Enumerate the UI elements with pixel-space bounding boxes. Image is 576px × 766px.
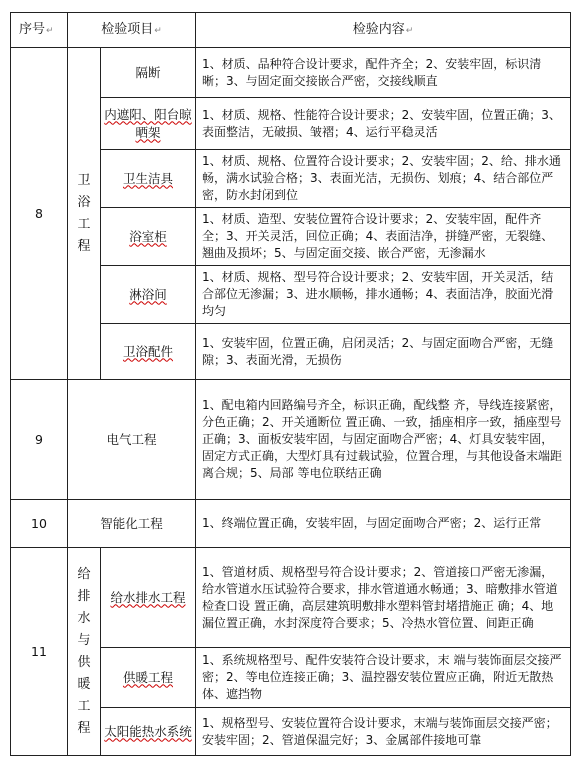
sub-item-cell: 卫生洁具 (101, 150, 196, 208)
content-cell: 1、配电箱内回路编号齐全，标识正确，配线整 齐，导线连接紧密，分色正确；2、开关通断位 置正确、一致，插座相序一致，插座型号正确；3、面板安装牢固，与固定面吻合严密；4、灯具安装牢固，固定方式正确，大型灯具有过载试验，位置合理，与其他设备末端距离合规；5、局部 等电位联结正确 (196, 380, 571, 500)
content-cell: 1、材质、规格、型号符合设计要求；2、安装牢固，开关灵活，结合部位无渗漏；3、进水顺畅，排水通畅；4、表面洁净，胶面光滑均匀 (196, 266, 571, 324)
content-cell: 1、系统规格型号、配件安装符合设计要求，末 端与装饰面层交接严密；2、等电位连接正确；3、温控器安装位置应正确，附近无散热体、遮挡物 (196, 648, 571, 708)
sub-item-cell: 太阳能热水系统 (101, 708, 196, 756)
content-cell: 1、材质、品种符合设计要求，配件齐全；2、安装牢固，标识清晰；3、与固定面交接嵌合严密，交接线顺直 (196, 48, 571, 98)
sub-item-cell: 内遮阳、阳台晾晒架 (101, 98, 196, 150)
sub-item-cell: 淋浴间 (101, 266, 196, 324)
table-row (11, 380, 571, 500)
row-number: 11 (11, 548, 68, 756)
content-cell: 1、材质、规格、性能符合设计要求；2、安装牢固，位置正确；3、表面整洁，无破损、皱褶；4、运行平稳灵活 (196, 98, 571, 150)
header-item: 检验项目↵ (68, 13, 196, 48)
table-header-row (11, 13, 571, 48)
category-cell: 给排水与供暖工程 (68, 548, 101, 756)
row-number: 8 (11, 48, 68, 380)
category-cell: 智能化工程 (68, 500, 196, 548)
table-row (11, 48, 571, 98)
row-number: 10 (11, 500, 68, 548)
row-number: 9 (11, 380, 68, 500)
sub-item-cell: 隔断 (101, 48, 196, 98)
category-cell: 卫浴工程 (68, 48, 101, 380)
content-cell: 1、材质、造型、安装位置符合设计要求；2、安装牢固，配件齐全；3、开关灵活，回位正确；4、表面洁净，拼缝严密，无裂缝、翘曲及损坏；5、与固定面交接、嵌合严密，无渗漏水 (196, 208, 571, 266)
sub-item-cell: 卫浴配件 (101, 324, 196, 380)
table-row (11, 548, 571, 648)
category-cell: 电气工程 (68, 380, 196, 500)
sub-item-cell: 浴室柜 (101, 208, 196, 266)
content-cell: 1、规格型号、安装位置符合设计要求，末端与装饰面层交接严密；安装牢固；2、管道保温完好；3、金属部件接地可靠 (196, 708, 571, 756)
sub-item-cell: 给水排水工程 (101, 548, 196, 648)
content-cell: 1、管道材质、规格型号符合设计要求；2、管道接口严密无渗漏，给水管道水压试验符合要求，排水管道通水畅通；3、暗敷排水管道检查口设 置正确，高层建筑明敷排水塑料管封堵措施正 确；4、地漏位置正确，水封深度符合要求；5、冷热水管位置、间距正确 (196, 548, 571, 648)
content-cell: 1、材质、规格、位置符合设计要求；2、安装牢固；2、给、排水通畅，满水试验合格；3、表面光洁，无损伤、划痕；4、结合部位严密，防水封闭到位 (196, 150, 571, 208)
content-cell: 1、安装牢固，位置正确，启闭灵活；2、与固定面吻合严密，无缝隙；3、表面光滑，无损伤 (196, 324, 571, 380)
header-seq: 序号↵ (11, 13, 68, 48)
header-content: 检验内容↵ (196, 13, 571, 48)
sub-item-cell: 供暖工程 (101, 648, 196, 708)
content-cell: 1、终端位置正确，安装牢固，与固定面吻合严密；2、运行正常 (196, 500, 571, 548)
table-row (11, 500, 571, 548)
inspection-table (10, 12, 571, 756)
